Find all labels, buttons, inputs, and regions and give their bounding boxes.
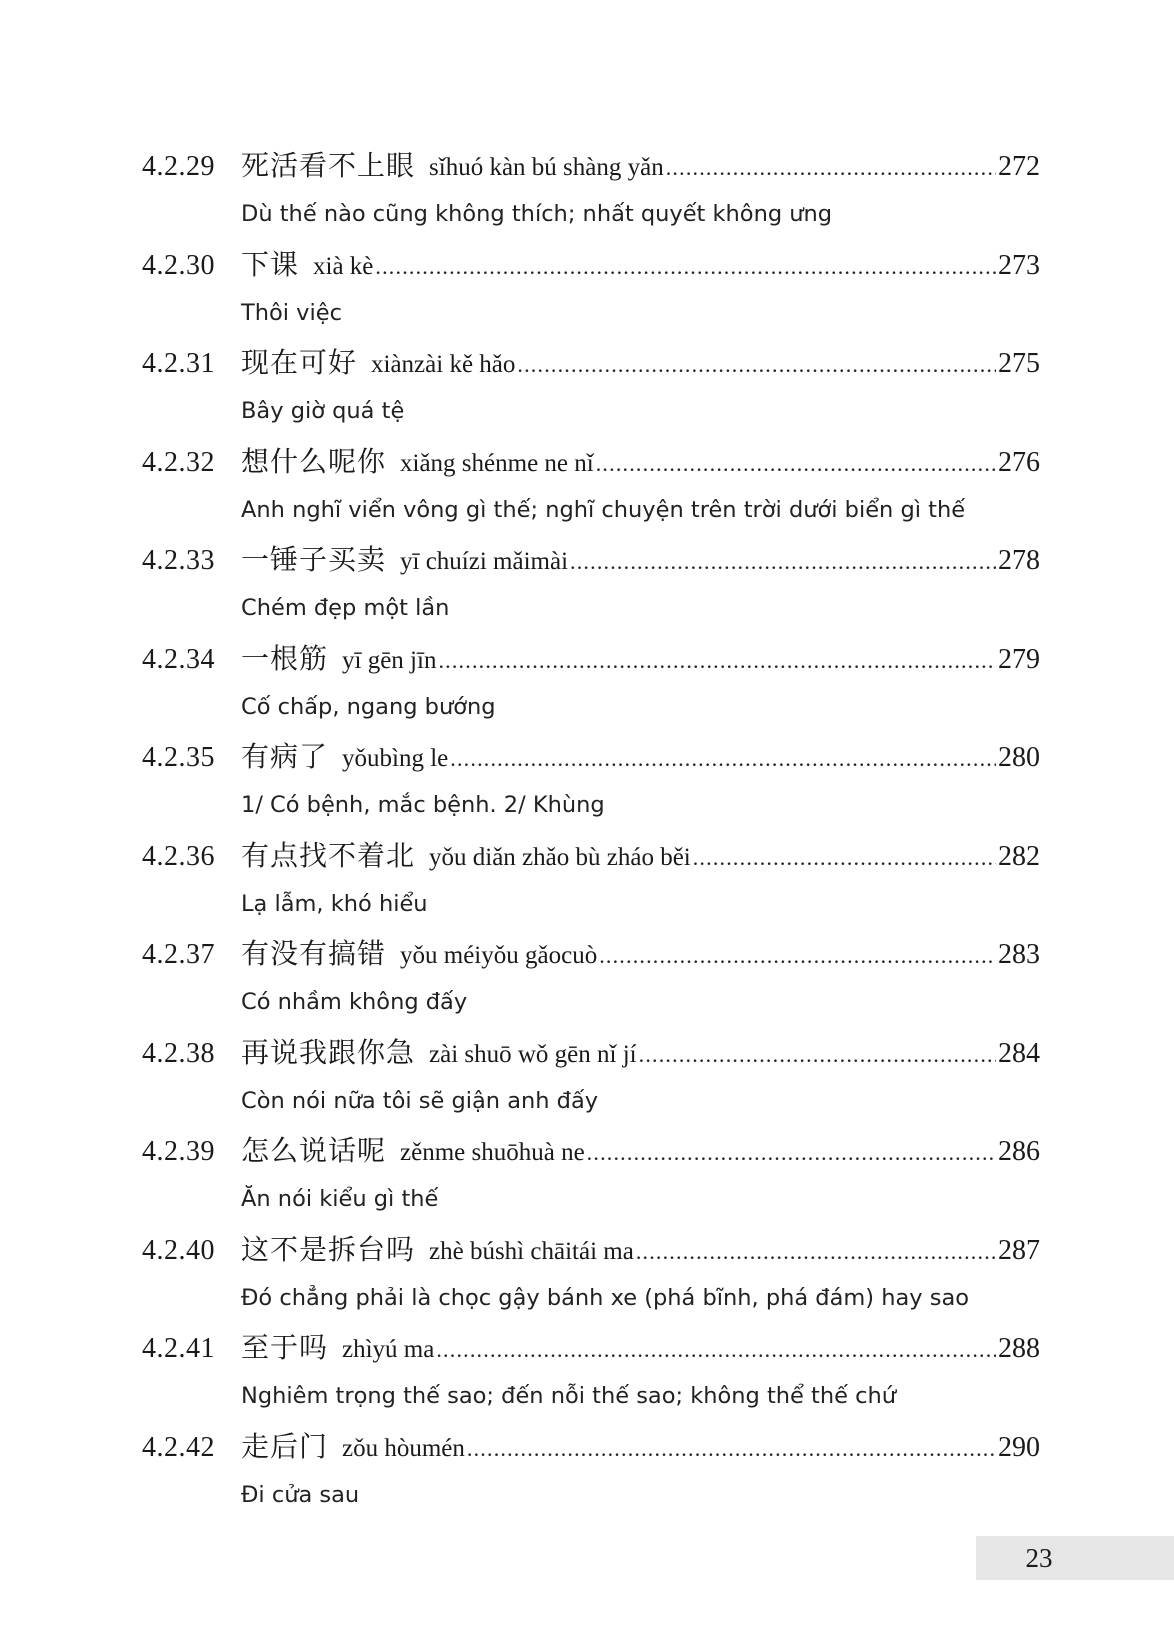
entry-pinyin: xiànzài kě hǎo — [371, 351, 516, 378]
entry-hanzi: 想什么呢你 — [241, 444, 387, 478]
toc-entry-line — [142, 438, 1040, 486]
entry-hanzi: 下课 — [241, 247, 300, 281]
entry-number: 4.2.42 — [142, 1431, 215, 1463]
entry-hanzi: 怎么说话呢 — [241, 1134, 387, 1167]
toc-entry-line — [142, 1324, 1040, 1372]
dot-leader — [599, 932, 996, 980]
dot-leader — [587, 1129, 996, 1177]
toc-entry[interactable] — [142, 142, 1040, 241]
entry-pinyin: zhìyú ma — [342, 1336, 435, 1363]
entry-number: 4.2.31 — [142, 348, 215, 379]
entry-number: 4.2.39 — [142, 1136, 215, 1167]
entry-meaning: Cố chấp, ngang bướng — [241, 693, 496, 720]
entry-page-number: 278 — [998, 545, 1040, 576]
entry-hanzi: 走后门 — [241, 1429, 329, 1463]
entry-hanzi: 有病了 — [241, 740, 329, 773]
dot-leader — [436, 1326, 996, 1374]
dot-leader — [596, 440, 996, 488]
entry-page-number: 272 — [998, 151, 1040, 182]
toc-entry-line — [142, 1029, 1040, 1077]
toc-entry[interactable] — [142, 536, 1040, 635]
entry-page-number: 284 — [998, 1037, 1040, 1069]
entry-meaning: Còn nói nữa tôi sẽ giận anh đấy — [241, 1087, 599, 1114]
entry-meaning: Nghiêm trọng thế sao; đến nỗi thế sao; không thể thế chứ — [241, 1383, 897, 1409]
toc-entry-line — [142, 930, 1040, 978]
entry-pinyin: xiǎng shénme ne nǐ — [400, 449, 594, 477]
entry-number: 4.2.36 — [142, 840, 215, 872]
entry-page-number: 279 — [998, 643, 1040, 675]
dot-leader — [666, 144, 996, 192]
entry-hanzi: 这不是拆台吗 — [241, 1232, 416, 1266]
entry-hanzi: 一根筋 — [241, 641, 329, 675]
toc-entry-line — [142, 832, 1040, 880]
toc-entry[interactable] — [142, 930, 1040, 1029]
entry-number: 4.2.37 — [142, 939, 215, 970]
entry-page-number: 276 — [998, 446, 1040, 478]
toc-entry[interactable] — [142, 438, 1040, 537]
entry-pinyin: sǐhuó kàn bú shàng yǎn — [429, 154, 664, 181]
entry-meaning: Lạ lẫm, khó hiểu — [241, 890, 428, 917]
entry-page-number: 286 — [998, 1136, 1040, 1167]
toc-entry[interactable] — [142, 1127, 1040, 1226]
dot-leader — [570, 538, 996, 586]
toc-entry-line — [142, 142, 1040, 190]
dot-leader — [639, 1031, 996, 1079]
toc-entry-line — [142, 1226, 1040, 1274]
entry-pinyin: zěnme shuōhuà ne — [400, 1139, 585, 1166]
entry-pinyin: xià kè — [313, 252, 374, 280]
toc-entry[interactable] — [142, 832, 1040, 931]
entry-meaning: Thôi việc — [241, 299, 342, 326]
entry-pinyin: yǒu diǎn zhǎo bù zháo běi — [429, 843, 691, 871]
entry-hanzi: 有点找不着北 — [241, 838, 416, 872]
entry-number: 4.2.29 — [142, 151, 215, 182]
toc-entry[interactable] — [142, 733, 1040, 832]
dot-leader — [517, 341, 996, 389]
entry-meaning: Anh nghĩ viển vông gì thế; nghĩ chuyện trên trời dưới biển gì thế — [241, 496, 966, 523]
entry-meaning: 1/ Có bệnh, mắc bệnh. 2/ Khùng — [241, 792, 605, 818]
entry-meaning: Có nhầm không đấy — [241, 989, 468, 1015]
entry-number: 4.2.41 — [142, 1333, 215, 1364]
page-number-tab — [976, 1536, 1174, 1580]
entry-meaning: Dù thế nào cũng không thích; nhất quyết không ưng — [241, 201, 833, 227]
entry-meaning: Bây giờ quá tệ — [241, 398, 405, 424]
entry-number: 4.2.40 — [142, 1234, 215, 1266]
entry-page-number: 287 — [998, 1234, 1040, 1266]
dot-leader — [467, 1425, 996, 1473]
dot-leader — [438, 637, 996, 685]
dot-leader — [636, 1228, 996, 1276]
entry-meaning: Ăn nói kiểu gì thế — [241, 1186, 439, 1212]
entry-number: 4.2.33 — [142, 545, 215, 576]
entry-page-number: 275 — [998, 348, 1040, 379]
entry-page-number: 290 — [998, 1431, 1040, 1463]
dot-leader — [693, 834, 996, 882]
entry-meaning: Chém đẹp một lần — [241, 595, 450, 621]
entry-hanzi: 至于吗 — [241, 1331, 329, 1364]
page-number: 23 — [1025, 1543, 1053, 1573]
entry-pinyin: yī gēn jīn — [342, 646, 437, 674]
dot-leader — [450, 735, 996, 783]
toc-entry[interactable] — [142, 635, 1040, 734]
entry-hanzi: 一锤子买卖 — [241, 543, 387, 576]
entry-hanzi: 有没有搞错 — [241, 937, 387, 970]
toc-entry-line — [142, 1127, 1040, 1175]
entry-page-number: 280 — [998, 742, 1040, 773]
entry-page-number: 282 — [998, 840, 1040, 872]
entry-page-number: 283 — [998, 939, 1040, 970]
entry-number: 4.2.34 — [142, 643, 215, 675]
toc-entry-line — [142, 241, 1040, 289]
toc-entry-line — [142, 1423, 1040, 1471]
entry-number: 4.2.35 — [142, 742, 215, 773]
entry-meaning: Đi cửa sau — [241, 1481, 360, 1508]
entry-pinyin: zhè búshì chāitái ma — [429, 1237, 634, 1265]
toc-entry-line — [142, 635, 1040, 683]
entry-hanzi: 死活看不上眼 — [241, 149, 416, 182]
toc-entry[interactable] — [142, 1324, 1040, 1423]
entry-page-number: 273 — [998, 249, 1040, 281]
entry-meaning: Đó chẳng phải là chọc gậy bánh xe (phá bĩnh, phá đám) hay sao — [241, 1284, 970, 1311]
toc-entry[interactable] — [142, 1226, 1040, 1325]
toc-entry[interactable] — [142, 339, 1040, 438]
entry-pinyin: yǒu méiyǒu gǎocuò — [400, 942, 598, 969]
toc-entry[interactable] — [142, 1029, 1040, 1128]
toc-entry-line — [142, 536, 1040, 584]
toc-entry[interactable] — [142, 241, 1040, 340]
entry-pinyin: zǒu hòumén — [342, 1434, 465, 1462]
entry-number: 4.2.32 — [142, 446, 215, 478]
dot-leader — [375, 243, 996, 291]
entry-pinyin: yī chuízi mǎimài — [400, 548, 569, 575]
entry-page-number: 288 — [998, 1333, 1040, 1364]
entry-number: 4.2.38 — [142, 1037, 215, 1069]
entry-hanzi: 现在可好 — [241, 346, 358, 379]
entry-number: 4.2.30 — [142, 249, 215, 281]
toc-entry[interactable] — [142, 1423, 1040, 1522]
toc-entry-line — [142, 733, 1040, 781]
entry-pinyin: yǒubìng le — [342, 745, 449, 772]
toc-entry-line — [142, 339, 1040, 387]
entry-pinyin: zài shuō wǒ gēn nǐ jí — [429, 1040, 637, 1068]
entry-hanzi: 再说我跟你急 — [241, 1035, 416, 1069]
table-of-contents — [142, 142, 1040, 1521]
